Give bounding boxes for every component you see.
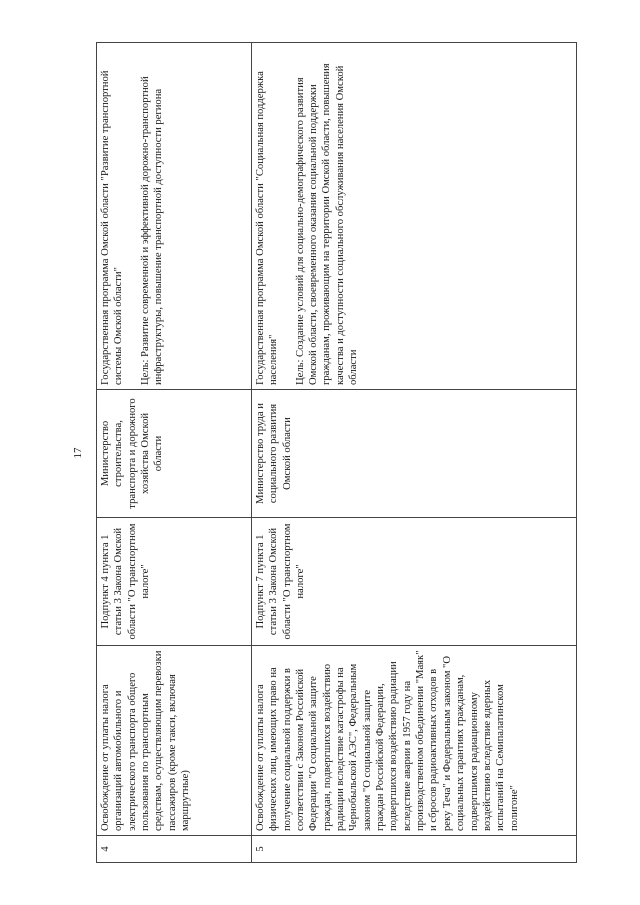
rotated-page	[60, 43, 580, 863]
curator-ministry: Министерство строительства, транспорта и дорожного хозяйства Омской области	[97, 389, 252, 517]
tax-benefits-table	[96, 42, 577, 863]
state-program-name: Государственная программа Омской области "Развитие транспортной системы Омской области"	[100, 70, 125, 385]
curator-ministry: Министерство труда и социального развития Омской области	[252, 389, 577, 517]
state-program-cell	[97, 42, 252, 389]
table-row	[252, 42, 577, 862]
state-program-goal: Цель: Создание условий для социально-демографического развития Омской области, своевременного оказания социальной поддержки гражданам, проживающим на территории Омской области, повышения качества и доступности социального обслуживания населения Омской области	[294, 62, 360, 385]
state-program-name: Государственная программа Омской области "Социальная поддержка населения"	[255, 70, 280, 385]
row-number: 5	[252, 835, 577, 862]
benefit-description: Освобождение от уплаты налога физических лиц, имеющих право на получение социальной поддержки в соответствии с Законом Российской Федерации "О социальной защите граждан, подвергшихся воздействию радиации вследствие катастрофы на Чернобыльской АЭС", Федеральным законом "О социальной защите граждан Российской Федерации, подвергшихся воздействию радиации вследствие аварии в 1957 году на производственном объединении "Маяк" и сбросов радиоактивных отходов в реку Теча" и Федеральным законом "О социальных гарантиях гражданам, подвергшимся радиационному воздействию вследствие ядерных испытаний на Семипалатинском полигоне"	[252, 645, 577, 835]
legal-basis: Подпункт 4 пункта 1 статьи 3 Закона Омской области "О транспортном налоге"	[97, 517, 252, 645]
benefit-description: Освобождение от уплаты налога организаций автомобильного и электрического транспорта общего пользования по транспортным средствам, осуществляющим перевозки пассажиров (кроме такси, включая маршрутные)	[97, 645, 252, 835]
page-number: 17	[72, 447, 84, 458]
row-number: 4	[97, 835, 252, 862]
state-program-goal: Цель: Развитие современной и эффективной дорожно-транспортной инфраструктуры, повышение транспортной доступности региона	[139, 75, 165, 385]
table-row	[97, 42, 252, 862]
legal-basis: Подпункт 7 пункта 1 статьи 3 Закона Омской области "О транспортном налоге"	[252, 517, 577, 645]
state-program-cell	[252, 42, 577, 389]
